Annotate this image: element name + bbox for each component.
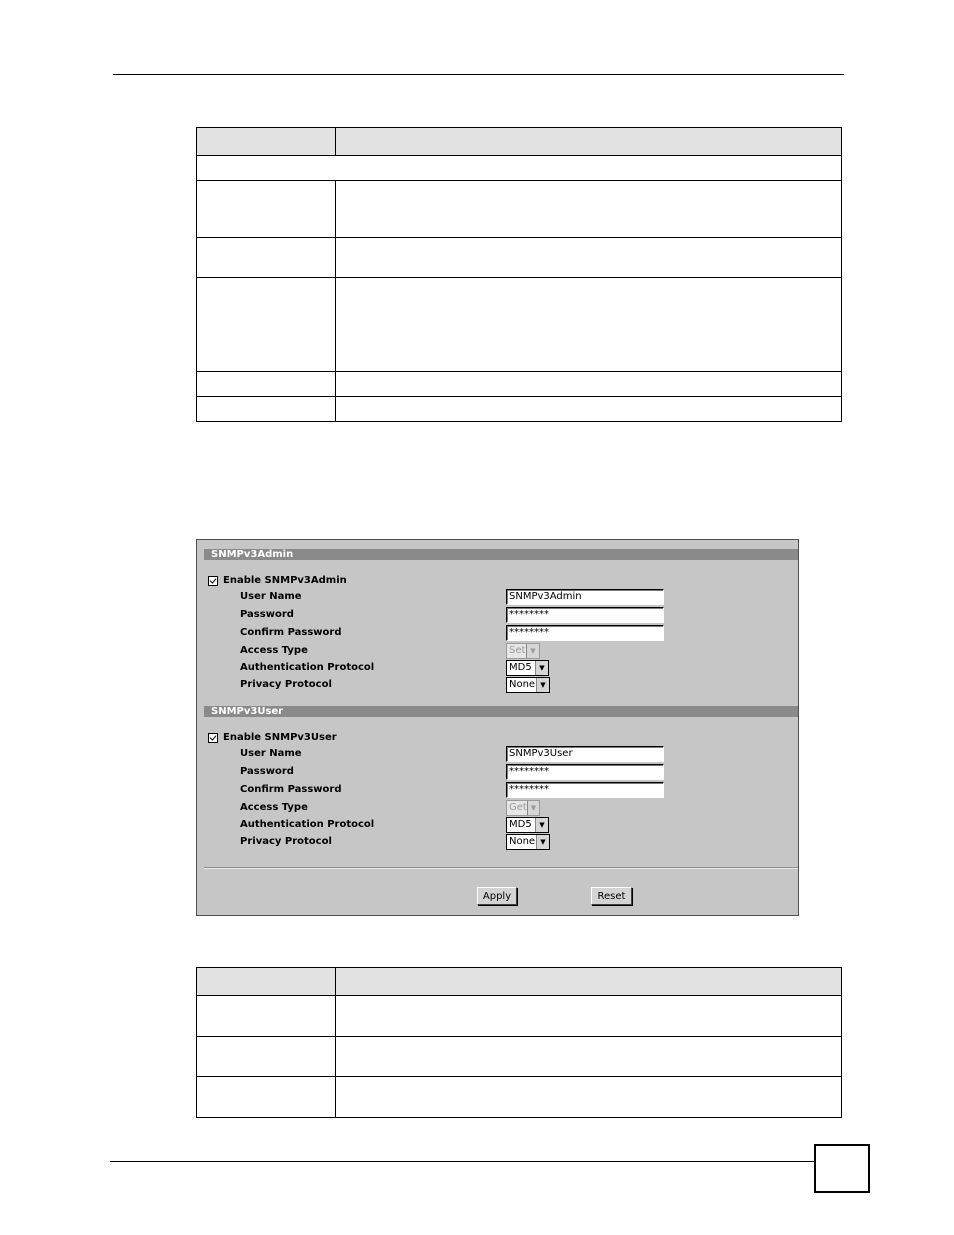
apply-button[interactable]: Apply — [477, 887, 517, 905]
table-cell — [197, 181, 336, 238]
footer-rule — [110, 1161, 814, 1162]
enable-snmpv3user-label: Enable SNMPv3User — [223, 732, 337, 743]
table-cell — [336, 397, 842, 422]
enable-snmpv3admin-label: Enable SNMPv3Admin — [223, 575, 347, 586]
user-confirm-password-label: Confirm Password — [240, 784, 342, 795]
admin-access-type-value: Set — [509, 645, 526, 656]
enable-snmpv3admin-checkbox[interactable] — [208, 576, 218, 586]
table-cell — [197, 1077, 336, 1118]
user-access-type-select — [506, 800, 540, 816]
chevron-down-icon: ▼ — [526, 644, 539, 658]
table-cell — [336, 372, 842, 397]
table-header-cell — [197, 968, 336, 996]
chevron-down-icon: ▼ — [536, 678, 549, 692]
enable-snmpv3user-checkbox[interactable] — [208, 733, 218, 743]
admin-confirm-password-input[interactable]: ******** — [506, 625, 664, 641]
table-header-cell — [336, 128, 842, 156]
table-cell — [197, 278, 336, 372]
admin-password-input[interactable]: ******** — [506, 607, 664, 623]
table-cell — [197, 397, 336, 422]
admin-access-type-select — [506, 643, 540, 659]
table-cell — [197, 372, 336, 397]
user-password-label: Password — [240, 766, 294, 777]
table-cell — [336, 1037, 842, 1077]
section-header-snmpv3admin: SNMPv3Admin — [204, 549, 798, 560]
chevron-down-icon: ▼ — [527, 801, 539, 815]
user-auth-protocol-select[interactable] — [506, 817, 549, 833]
admin-auth-protocol-select[interactable] — [506, 660, 549, 676]
chevron-down-icon: ▼ — [535, 661, 548, 675]
admin-privacy-protocol-select[interactable] — [506, 677, 550, 693]
admin-privacy-protocol-value: None — [509, 679, 536, 690]
admin-access-type-label: Access Type — [240, 645, 308, 656]
enable-snmpv3admin-row — [208, 575, 347, 587]
user-user-name-input[interactable]: SNMPv3User — [506, 746, 664, 762]
table-cell — [336, 181, 842, 238]
user-access-type-value: Get — [509, 802, 527, 813]
chevron-down-icon: ▼ — [535, 818, 548, 832]
user-privacy-protocol-label: Privacy Protocol — [240, 836, 332, 847]
user-user-name-label: User Name — [240, 748, 302, 759]
user-privacy-protocol-select[interactable] — [506, 834, 550, 850]
table-cell — [197, 1037, 336, 1077]
snmpv3-settings-panel — [196, 539, 799, 916]
table-cell — [197, 238, 336, 278]
table-cell — [336, 1077, 842, 1118]
admin-privacy-protocol-label: Privacy Protocol — [240, 679, 332, 690]
admin-password-label: Password — [240, 609, 294, 620]
table-cell — [336, 278, 842, 372]
button-divider — [204, 867, 798, 869]
page-number-box — [814, 1144, 870, 1193]
table-cell — [336, 996, 842, 1037]
user-privacy-protocol-value: None — [509, 836, 536, 847]
admin-confirm-password-label: Confirm Password — [240, 627, 342, 638]
table-cell — [336, 238, 842, 278]
user-access-type-label: Access Type — [240, 802, 308, 813]
admin-user-name-input[interactable]: SNMPv3Admin — [506, 589, 664, 605]
admin-auth-protocol-value: MD5 — [509, 662, 532, 673]
header-rule — [113, 74, 844, 75]
section-header-snmpv3user: SNMPv3User — [204, 706, 798, 717]
bottom-description-table — [196, 967, 842, 1118]
user-confirm-password-input[interactable]: ******** — [506, 782, 664, 798]
chevron-down-icon: ▼ — [536, 835, 549, 849]
table-cell — [197, 996, 336, 1037]
user-password-input[interactable]: ******** — [506, 764, 664, 780]
top-description-table — [196, 127, 842, 422]
table-header-cell — [197, 128, 336, 156]
table-header-cell — [336, 968, 842, 996]
admin-user-name-label: User Name — [240, 591, 302, 602]
user-auth-protocol-value: MD5 — [509, 819, 532, 830]
user-auth-protocol-label: Authentication Protocol — [240, 819, 375, 830]
enable-snmpv3user-row — [208, 732, 337, 744]
admin-auth-protocol-label: Authentication Protocol — [240, 662, 375, 673]
reset-button[interactable]: Reset — [591, 887, 632, 905]
table-section-row — [197, 156, 842, 181]
